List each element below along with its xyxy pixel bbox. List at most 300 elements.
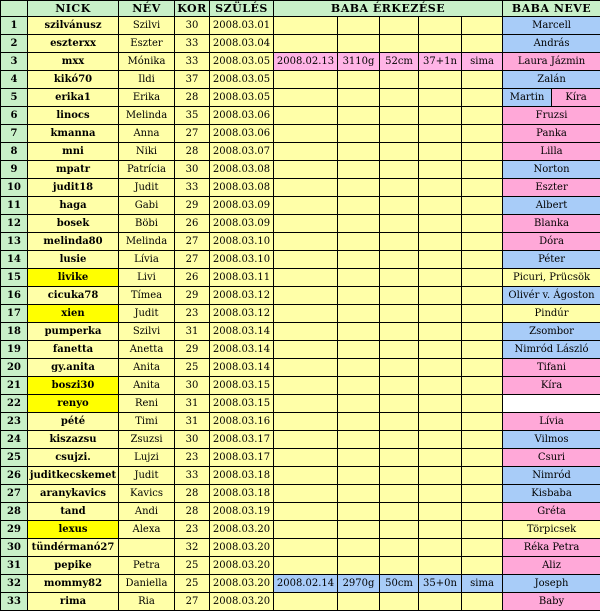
arrival-type-cell	[462, 503, 503, 521]
arrival-week-cell	[419, 431, 462, 449]
arrival-week-cell	[419, 215, 462, 233]
baby-name-cell: Norton	[503, 161, 600, 179]
arrival-length-cell	[380, 359, 419, 377]
arrival-date-cell	[274, 179, 338, 197]
arrival-week-cell	[419, 377, 462, 395]
arrival-week-cell	[419, 467, 462, 485]
arrival-week-cell	[419, 71, 462, 89]
table-row	[1, 395, 600, 413]
arrival-weight-cell	[338, 539, 380, 557]
age-cell: 25	[175, 575, 210, 593]
name-cell: Petra	[119, 557, 175, 575]
arrival-type-cell	[462, 269, 503, 287]
table-row	[1, 413, 600, 431]
table-row	[1, 287, 600, 305]
arrival-weight-cell: 2970g	[338, 575, 380, 593]
due-date-cell: 2008.03.20	[210, 575, 274, 593]
baby-name-cell: Nimród László	[503, 341, 600, 359]
table-row	[1, 215, 600, 233]
baby-name-cell: Blanka	[503, 215, 600, 233]
arrival-date-cell	[274, 287, 338, 305]
due-date-cell: 2008.03.14	[210, 341, 274, 359]
due-date-cell: 2008.03.04	[210, 35, 274, 53]
row-number: 24	[1, 431, 28, 449]
name-cell: Anetta	[119, 341, 175, 359]
table-row	[1, 89, 600, 107]
arrival-length-cell	[380, 287, 419, 305]
nick-cell: fanetta	[28, 341, 119, 359]
arrival-date-cell	[274, 449, 338, 467]
arrival-type-cell	[462, 89, 503, 107]
table-row	[1, 17, 600, 35]
table-row	[1, 251, 600, 269]
row-number: 32	[1, 575, 28, 593]
arrival-length-cell	[380, 89, 419, 107]
arrival-type-cell	[462, 161, 503, 179]
arrival-type-cell	[462, 17, 503, 35]
arrival-type-cell	[462, 215, 503, 233]
age-cell: 33	[175, 467, 210, 485]
arrival-week-cell: 35+0n	[419, 575, 462, 593]
arrival-length-cell	[380, 593, 419, 611]
name-cell: Tímea	[119, 287, 175, 305]
table-row	[1, 233, 600, 251]
arrival-weight-cell	[338, 161, 380, 179]
baby-name-cell: András	[503, 35, 600, 53]
arrival-type-cell: sima	[462, 53, 503, 71]
nick-cell: juditkecskemet	[28, 467, 119, 485]
arrival-weight-cell	[338, 341, 380, 359]
arrival-weight-cell	[338, 431, 380, 449]
baby-name-cell: Nimród	[503, 467, 600, 485]
name-cell: Daniella	[119, 575, 175, 593]
baby-name-cell: Vilmos	[503, 431, 600, 449]
header-num	[1, 1, 28, 17]
due-date-cell: 2008.03.14	[210, 359, 274, 377]
arrival-length-cell	[380, 485, 419, 503]
arrival-week-cell	[419, 269, 462, 287]
arrival-weight-cell	[338, 593, 380, 611]
table-row	[1, 521, 600, 539]
arrival-type-cell	[462, 287, 503, 305]
table-row	[1, 377, 600, 395]
arrival-weight-cell	[338, 377, 380, 395]
arrival-type-cell	[462, 467, 503, 485]
arrival-length-cell	[380, 503, 419, 521]
arrival-week-cell	[419, 395, 462, 413]
name-cell: Judit	[119, 179, 175, 197]
arrival-length-cell	[380, 35, 419, 53]
arrival-length-cell	[380, 557, 419, 575]
row-number: 1	[1, 17, 28, 35]
due-date-cell: 2008.03.20	[210, 557, 274, 575]
due-date-cell: 2008.03.05	[210, 53, 274, 71]
arrival-date-cell	[274, 251, 338, 269]
table-row	[1, 341, 600, 359]
nick-cell: livike	[28, 269, 119, 287]
arrival-weight-cell	[338, 71, 380, 89]
arrival-length-cell	[380, 107, 419, 125]
arrival-date-cell	[274, 107, 338, 125]
arrival-date-cell	[274, 233, 338, 251]
name-cell: Anna	[119, 125, 175, 143]
arrival-date-cell	[274, 35, 338, 53]
arrival-week-cell	[419, 35, 462, 53]
age-cell: 28	[175, 503, 210, 521]
arrival-type-cell	[462, 593, 503, 611]
arrival-length-cell	[380, 467, 419, 485]
baby-name-cell: Törpicsek	[503, 521, 600, 539]
due-date-cell: 2008.03.12	[210, 305, 274, 323]
name-cell: Anita	[119, 359, 175, 377]
arrival-length-cell	[380, 161, 419, 179]
row-number: 11	[1, 197, 28, 215]
arrival-week-cell	[419, 593, 462, 611]
due-date-cell: 2008.03.19	[210, 503, 274, 521]
nick-cell: mni	[28, 143, 119, 161]
arrival-length-cell	[380, 233, 419, 251]
nick-cell: kikó70	[28, 71, 119, 89]
arrival-week-cell	[419, 485, 462, 503]
arrival-type-cell	[462, 539, 503, 557]
row-number: 18	[1, 323, 28, 341]
row-number: 3	[1, 53, 28, 71]
nick-cell: haga	[28, 197, 119, 215]
nick-cell: tündérmanó27	[28, 539, 119, 557]
due-date-cell: 2008.03.09	[210, 215, 274, 233]
arrival-length-cell	[380, 251, 419, 269]
row-number: 4	[1, 71, 28, 89]
arrival-weight-cell	[338, 125, 380, 143]
arrival-length-cell: 50cm	[380, 575, 419, 593]
row-number: 30	[1, 539, 28, 557]
name-cell: Mónika	[119, 53, 175, 71]
baby-name-cell: Fruzsi	[503, 107, 600, 125]
name-cell: Szilvi	[119, 17, 175, 35]
arrival-week-cell	[419, 413, 462, 431]
age-cell: 23	[175, 449, 210, 467]
name-cell: Judit	[119, 305, 175, 323]
header-nick: NICK	[28, 1, 119, 17]
row-number: 21	[1, 377, 28, 395]
table-row	[1, 449, 600, 467]
row-number: 5	[1, 89, 28, 107]
arrival-length-cell	[380, 377, 419, 395]
arrival-date-cell	[274, 89, 338, 107]
age-cell: 28	[175, 143, 210, 161]
age-cell: 26	[175, 215, 210, 233]
arrival-date-cell	[274, 377, 338, 395]
arrival-date-cell	[274, 431, 338, 449]
arrival-weight-cell	[338, 233, 380, 251]
arrival-date-cell	[274, 161, 338, 179]
arrival-weight-cell	[338, 323, 380, 341]
arrival-type-cell	[462, 341, 503, 359]
baby-name-cell: Réka Petra	[503, 539, 600, 557]
arrival-length-cell	[380, 143, 419, 161]
arrival-weight-cell	[338, 17, 380, 35]
due-date-cell: 2008.03.20	[210, 521, 274, 539]
row-number: 2	[1, 35, 28, 53]
nick-cell: kmanna	[28, 125, 119, 143]
due-date-cell: 2008.03.08	[210, 161, 274, 179]
arrival-week-cell	[419, 557, 462, 575]
baby-name-boy: Martin	[503, 89, 552, 106]
age-cell: 28	[175, 89, 210, 107]
nick-cell: lexus	[28, 521, 119, 539]
arrival-week-cell	[419, 503, 462, 521]
arrival-date-cell	[274, 485, 338, 503]
baby-name-cell: Lilla	[503, 143, 600, 161]
arrival-date-cell	[274, 305, 338, 323]
nick-cell: szilvánusz	[28, 17, 119, 35]
nick-cell: mxx	[28, 53, 119, 71]
arrival-weight-cell	[338, 305, 380, 323]
table-row	[1, 35, 600, 53]
due-date-cell: 2008.03.06	[210, 107, 274, 125]
due-date-cell: 2008.03.12	[210, 287, 274, 305]
baby-name-cell: Kíra	[503, 377, 600, 395]
header-row	[1, 1, 600, 17]
arrival-date-cell	[274, 413, 338, 431]
baby-name-cell: Zsombor	[503, 323, 600, 341]
due-date-cell: 2008.03.10	[210, 251, 274, 269]
table-row	[1, 125, 600, 143]
age-cell: 23	[175, 305, 210, 323]
arrival-length-cell	[380, 71, 419, 89]
name-cell: Melinda	[119, 107, 175, 125]
age-cell: 30	[175, 161, 210, 179]
due-date-cell: 2008.03.06	[210, 125, 274, 143]
nick-cell: renyo	[28, 395, 119, 413]
age-cell: 27	[175, 251, 210, 269]
table-row	[1, 539, 600, 557]
age-cell: 27	[175, 233, 210, 251]
baby-name-cell: Zalán	[503, 71, 600, 89]
row-number: 26	[1, 467, 28, 485]
nick-cell: boszi30	[28, 377, 119, 395]
row-number: 9	[1, 161, 28, 179]
row-number: 15	[1, 269, 28, 287]
name-cell: Lívia	[119, 251, 175, 269]
due-date-cell: 2008.03.15	[210, 395, 274, 413]
arrival-date-cell	[274, 539, 338, 557]
row-number: 28	[1, 503, 28, 521]
nick-cell: lusie	[28, 251, 119, 269]
age-cell: 33	[175, 179, 210, 197]
due-date-cell: 2008.03.16	[210, 413, 274, 431]
due-date-cell: 2008.03.08	[210, 179, 274, 197]
age-cell: 31	[175, 395, 210, 413]
table-row	[1, 485, 600, 503]
arrival-weight-cell	[338, 485, 380, 503]
arrival-date-cell	[274, 359, 338, 377]
arrival-type-cell	[462, 557, 503, 575]
arrival-type-cell	[462, 431, 503, 449]
arrival-week-cell	[419, 143, 462, 161]
baby-name-cell: Eszter	[503, 179, 600, 197]
table-row	[1, 197, 600, 215]
arrival-weight-cell	[338, 251, 380, 269]
age-cell: 31	[175, 323, 210, 341]
row-number: 10	[1, 179, 28, 197]
arrival-week-cell	[419, 539, 462, 557]
arrival-length-cell	[380, 179, 419, 197]
baby-name-cell: Panka	[503, 125, 600, 143]
arrival-date-cell	[274, 593, 338, 611]
baby-name-cell: Laura Jázmin	[503, 53, 600, 71]
arrival-type-cell	[462, 35, 503, 53]
name-cell: Kavics	[119, 485, 175, 503]
arrival-weight-cell	[338, 449, 380, 467]
table-row	[1, 503, 600, 521]
arrival-weight-cell	[338, 107, 380, 125]
nick-cell: mommy82	[28, 575, 119, 593]
arrival-week-cell: 37+1n	[419, 53, 462, 71]
due-date-cell: 2008.03.05	[210, 71, 274, 89]
arrival-type-cell	[462, 233, 503, 251]
header-arrival: BABA ÉRKEZÉSE	[274, 1, 503, 17]
baby-name-cell: Joseph	[503, 575, 600, 593]
age-cell: 33	[175, 53, 210, 71]
name-cell: Ildi	[119, 71, 175, 89]
nick-cell: pété	[28, 413, 119, 431]
row-number: 31	[1, 557, 28, 575]
header-szules: SZÜLÉS	[210, 1, 274, 17]
header-nev: NÉV	[119, 1, 175, 17]
arrival-weight-cell	[338, 215, 380, 233]
arrival-date-cell	[274, 143, 338, 161]
arrival-weight-cell	[338, 413, 380, 431]
arrival-week-cell	[419, 17, 462, 35]
arrival-type-cell	[462, 71, 503, 89]
name-cell: Niki	[119, 143, 175, 161]
name-cell: Gabi	[119, 197, 175, 215]
age-cell: 30	[175, 17, 210, 35]
arrival-weight-cell	[338, 179, 380, 197]
name-cell: Timi	[119, 413, 175, 431]
age-cell: 37	[175, 71, 210, 89]
row-number: 29	[1, 521, 28, 539]
arrival-type-cell	[462, 197, 503, 215]
arrival-length-cell	[380, 17, 419, 35]
age-cell: 25	[175, 359, 210, 377]
arrival-type-cell	[462, 323, 503, 341]
arrival-weight-cell	[338, 197, 380, 215]
row-number: 20	[1, 359, 28, 377]
arrival-length-cell	[380, 215, 419, 233]
age-cell: 30	[175, 431, 210, 449]
due-date-cell: 2008.03.20	[210, 593, 274, 611]
arrival-length-cell	[380, 197, 419, 215]
name-cell: Melinda	[119, 233, 175, 251]
row-number: 23	[1, 413, 28, 431]
baby-name-cell: Aliz	[503, 557, 600, 575]
table-row	[1, 575, 600, 593]
arrival-type-cell	[462, 179, 503, 197]
table-row	[1, 161, 600, 179]
arrival-type-cell	[462, 305, 503, 323]
baby-name-cell: Albert	[503, 197, 600, 215]
nick-cell: rima	[28, 593, 119, 611]
baby-name-cell: Dóra	[503, 233, 600, 251]
nick-cell: csujzi.	[28, 449, 119, 467]
baby-name-cell: Gréta	[503, 503, 600, 521]
arrival-week-cell	[419, 323, 462, 341]
arrival-week-cell	[419, 125, 462, 143]
name-cell: Szilvi	[119, 323, 175, 341]
row-number: 33	[1, 593, 28, 611]
arrival-weight-cell	[338, 35, 380, 53]
nick-cell: eszterxx	[28, 35, 119, 53]
due-date-cell: 2008.03.15	[210, 377, 274, 395]
nick-cell: gy.anita	[28, 359, 119, 377]
baby-name-cell: Pindúr	[503, 305, 600, 323]
row-number: 6	[1, 107, 28, 125]
arrival-week-cell	[419, 251, 462, 269]
arrival-length-cell	[380, 431, 419, 449]
age-cell: 23	[175, 521, 210, 539]
table-row	[1, 431, 600, 449]
nick-cell: erika1	[28, 89, 119, 107]
arrival-weight-cell	[338, 269, 380, 287]
row-number: 22	[1, 395, 28, 413]
arrival-type-cell	[462, 413, 503, 431]
nick-cell: pumperka	[28, 323, 119, 341]
arrival-type-cell	[462, 395, 503, 413]
age-cell: 29	[175, 287, 210, 305]
arrival-length-cell	[380, 305, 419, 323]
name-cell: Reni	[119, 395, 175, 413]
nick-cell: tand	[28, 503, 119, 521]
name-cell: Patrícia	[119, 161, 175, 179]
row-number: 19	[1, 341, 28, 359]
nick-cell: cicuka78	[28, 287, 119, 305]
row-number: 13	[1, 233, 28, 251]
table-row	[1, 179, 600, 197]
arrival-length-cell	[380, 521, 419, 539]
baby-name-cell: Péter	[503, 251, 600, 269]
name-cell: Erika	[119, 89, 175, 107]
arrival-week-cell	[419, 107, 462, 125]
name-cell: Livi	[119, 269, 175, 287]
arrival-length-cell	[380, 269, 419, 287]
arrival-length-cell	[380, 539, 419, 557]
arrival-type-cell	[462, 377, 503, 395]
nick-cell: xien	[28, 305, 119, 323]
arrival-length-cell	[380, 125, 419, 143]
age-cell: 35	[175, 107, 210, 125]
name-cell: Anita	[119, 377, 175, 395]
row-number: 27	[1, 485, 28, 503]
table-row	[1, 305, 600, 323]
due-date-cell: 2008.03.18	[210, 485, 274, 503]
arrival-week-cell	[419, 89, 462, 107]
arrival-date-cell	[274, 341, 338, 359]
due-date-cell: 2008.03.17	[210, 431, 274, 449]
row-number: 14	[1, 251, 28, 269]
arrival-type-cell	[462, 521, 503, 539]
arrival-date-cell	[274, 125, 338, 143]
table-row	[1, 557, 600, 575]
due-date-cell: 2008.03.01	[210, 17, 274, 35]
arrival-week-cell	[419, 341, 462, 359]
baby-name-cell: Baby	[503, 593, 600, 611]
table-row	[1, 359, 600, 377]
arrival-week-cell	[419, 197, 462, 215]
arrival-week-cell	[419, 521, 462, 539]
header-kor: KOR	[175, 1, 210, 17]
